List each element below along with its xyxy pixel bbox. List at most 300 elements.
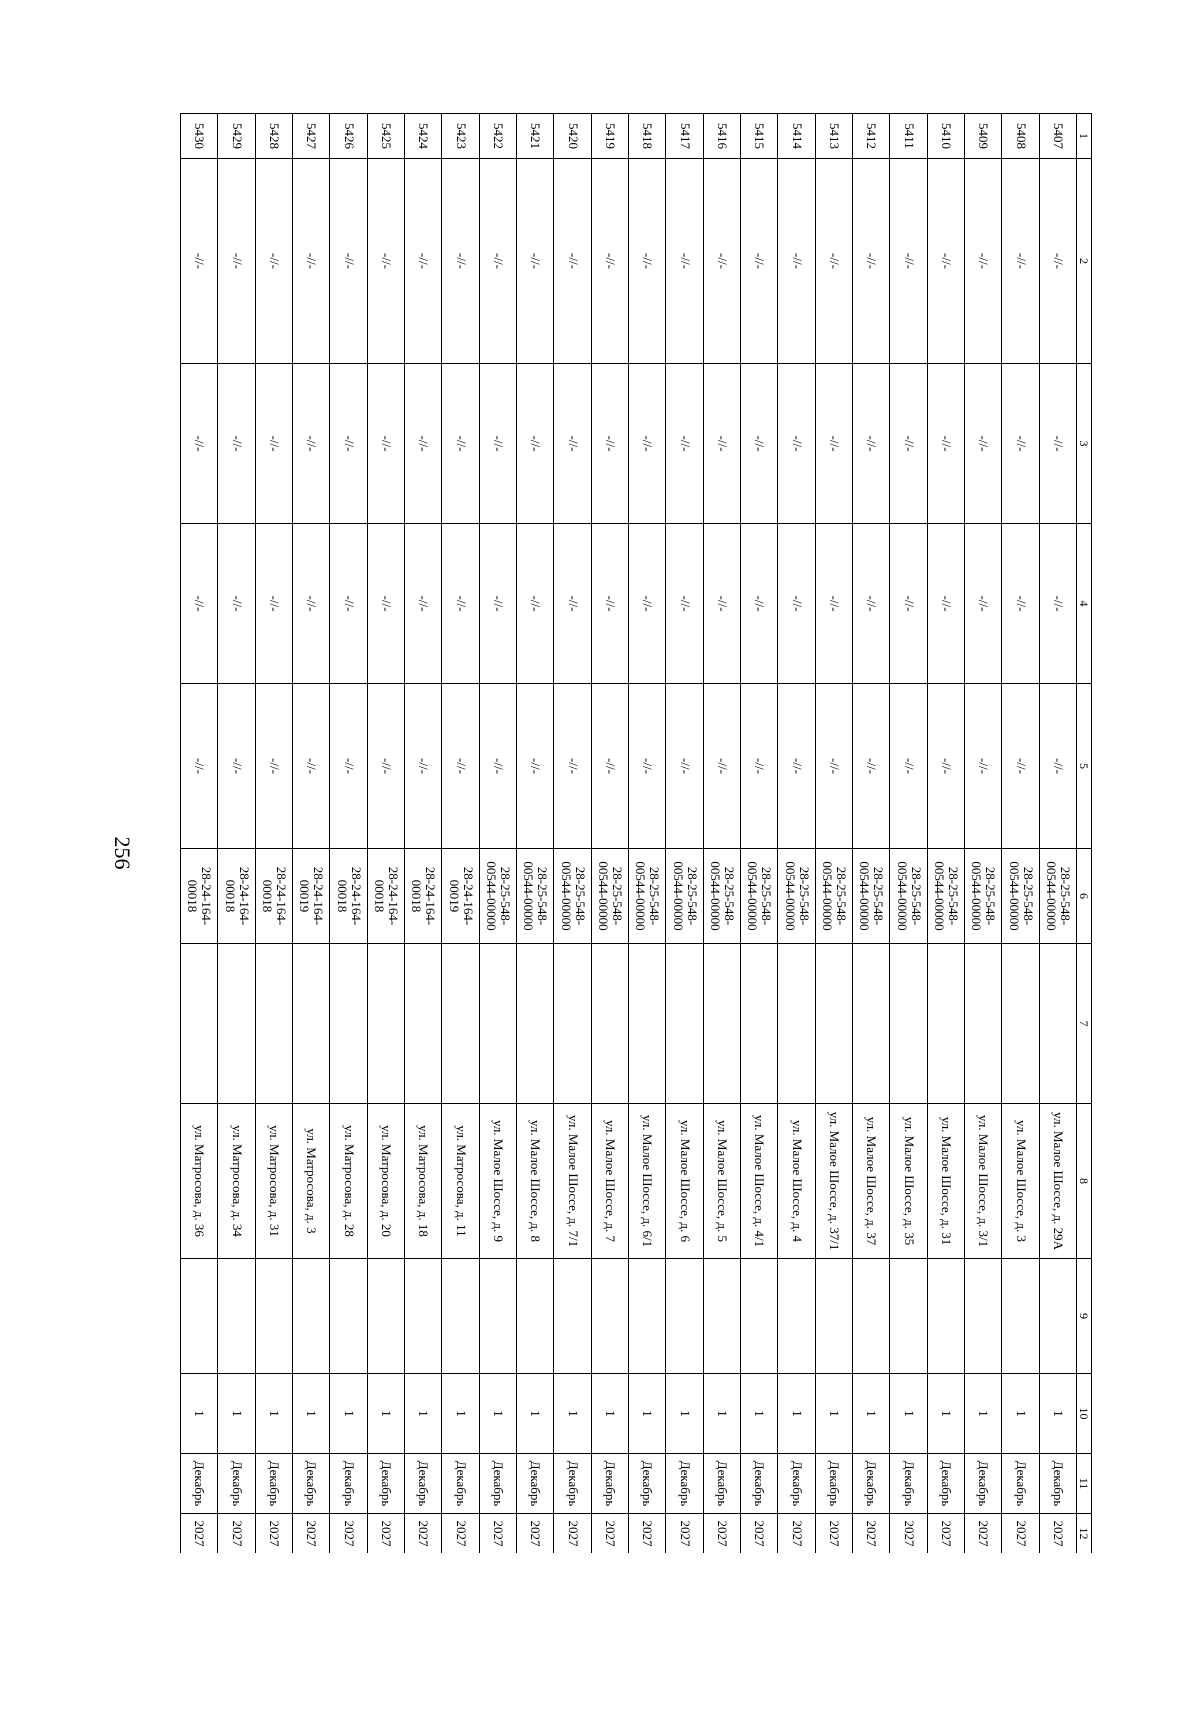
column-header-2: 2 [1077,159,1092,364]
table-cell-col-2: -//- [666,159,703,364]
table-cell-col-5: -//- [218,684,255,849]
table-cell-col-4: -//- [293,524,330,684]
table-cell-col-9 [442,1259,479,1374]
table-cell-col-6: 28-25-548-00544-00000 [479,849,516,944]
column-header-9: 9 [1077,1259,1092,1374]
table-cell-col-3: -//- [1039,364,1076,524]
table-cell-col-9 [330,1259,367,1374]
table-cell-col-7 [293,944,330,1104]
table-row [1039,114,1076,1554]
table-row [293,114,330,1554]
table-cell-col-9 [890,1259,927,1374]
table-cell-col-4: -//- [554,524,591,684]
table-cell-col-12: 2027 [591,1514,628,1554]
table-cell-col-8: ул. Малое Шоссе, д. 4/1 [741,1104,778,1259]
table-cell-col-12: 2027 [218,1514,255,1554]
table-cell-col-1: 5416 [703,114,740,159]
table-cell-col-10: 1 [517,1374,554,1454]
table-cell-col-11: Декабрь [853,1454,890,1514]
table-cell-col-8: ул. Малое Шоссе, д. 31 [927,1104,964,1259]
table-cell-col-4: -//- [741,524,778,684]
table-cell-col-12: 2027 [666,1514,703,1554]
table-cell-col-3: -//- [778,364,815,524]
table-cell-col-7 [255,944,292,1104]
table-cell-col-10: 1 [666,1374,703,1454]
table-cell-col-4: -//- [1039,524,1076,684]
table-cell-col-12: 2027 [405,1514,442,1554]
table-cell-col-12: 2027 [181,1514,218,1554]
table-cell-col-1: 5422 [479,114,516,159]
table-row [741,114,778,1554]
table-cell-col-11: Декабрь [255,1454,292,1514]
table-cell-col-3: -//- [591,364,628,524]
table-cell-col-4: -//- [927,524,964,684]
table-cell-col-3: -//- [442,364,479,524]
table-cell-col-3: -//- [405,364,442,524]
table-cell-col-4: -//- [367,524,404,684]
table-cell-col-3: -//- [965,364,1002,524]
table-cell-col-2: -//- [853,159,890,364]
table-cell-col-8: ул. Малое Шоссе, д. 6 [666,1104,703,1259]
table-cell-col-5: -//- [927,684,964,849]
table-cell-col-9 [367,1259,404,1374]
table-cell-col-6: 28-25-548-00544-00000 [965,849,1002,944]
table-cell-col-11: Декабрь [965,1454,1002,1514]
table-cell-col-5: -//- [479,684,516,849]
table-row [890,114,927,1554]
table-cell-col-6: 28-25-548-00544-00000 [517,849,554,944]
table-cell-col-2: -//- [554,159,591,364]
table-cell-col-11: Декабрь [330,1454,367,1514]
table-cell-col-10: 1 [218,1374,255,1454]
table-cell-col-1: 5419 [591,114,628,159]
table-row [479,114,516,1554]
table-viewport [180,113,1092,1553]
table-cell-col-11: Декабрь [666,1454,703,1514]
table-cell-col-11: Декабрь [1002,1454,1039,1514]
table-cell-col-9 [554,1259,591,1374]
table-cell-col-2: -//- [703,159,740,364]
table-cell-col-12: 2027 [703,1514,740,1554]
table-cell-col-7 [741,944,778,1104]
table-cell-col-7 [965,944,1002,1104]
table-cell-col-2: -//- [330,159,367,364]
table-row [442,114,479,1554]
table-cell-col-7 [181,944,218,1104]
table-cell-col-9 [666,1259,703,1374]
table-cell-col-11: Декабрь [554,1454,591,1514]
table-cell-col-3: -//- [890,364,927,524]
table-cell-col-1: 5418 [629,114,666,159]
table-cell-col-8: ул. Матросова, д. 31 [255,1104,292,1259]
table-cell-col-10: 1 [330,1374,367,1454]
table-cell-col-4: -//- [666,524,703,684]
table-cell-col-1: 5428 [255,114,292,159]
table-cell-col-3: -//- [330,364,367,524]
table-cell-col-7 [778,944,815,1104]
table-cell-col-10: 1 [255,1374,292,1454]
table-cell-col-3: -//- [741,364,778,524]
table-cell-col-7 [405,944,442,1104]
table-cell-col-7 [554,944,591,1104]
table-cell-col-3: -//- [927,364,964,524]
table-cell-col-1: 5411 [890,114,927,159]
table-cell-col-8: ул. Матросова, д. 36 [181,1104,218,1259]
table-cell-col-6: 28-24-164-00018 [330,849,367,944]
table-cell-col-11: Декабрь [890,1454,927,1514]
table-cell-col-1: 5429 [218,114,255,159]
table-cell-col-12: 2027 [255,1514,292,1554]
table-cell-col-2: -//- [815,159,852,364]
table-cell-col-1: 5410 [927,114,964,159]
table-cell-col-2: -//- [442,159,479,364]
table-cell-col-5: -//- [1002,684,1039,849]
table-cell-col-9 [293,1259,330,1374]
table-cell-col-1: 5412 [853,114,890,159]
table-cell-col-9 [1039,1259,1076,1374]
table-cell-col-8: ул. Малое Шоссе, д. 3/1 [965,1104,1002,1259]
table-cell-col-8: ул. Малое Шоссе, д. 6/1 [629,1104,666,1259]
table-cell-col-1: 5414 [778,114,815,159]
table-cell-col-9 [1002,1259,1039,1374]
table-cell-col-9 [629,1259,666,1374]
table-cell-col-10: 1 [479,1374,516,1454]
column-header-7: 7 [1077,944,1092,1104]
table-cell-col-11: Декабрь [293,1454,330,1514]
table-cell-col-6: 28-24-164-00018 [181,849,218,944]
table-cell-col-6: 28-25-548-00544-00000 [629,849,666,944]
table-cell-col-8: ул. Малое Шоссе, д. 37 [853,1104,890,1259]
table-cell-col-10: 1 [703,1374,740,1454]
table-cell-col-8: ул. Малое Шоссе, д. 7/1 [554,1104,591,1259]
table-cell-col-1: 5424 [405,114,442,159]
table-cell-col-6: 28-25-548-00544-00000 [890,849,927,944]
table-cell-col-12: 2027 [629,1514,666,1554]
table-cell-col-6: 28-24-164-00018 [218,849,255,944]
table-cell-col-1: 5415 [741,114,778,159]
table-cell-col-2: -//- [255,159,292,364]
table-cell-col-3: -//- [293,364,330,524]
table-cell-col-1: 5420 [554,114,591,159]
table-cell-col-3: -//- [517,364,554,524]
table-cell-col-8: ул. Матросова, д. 34 [218,1104,255,1259]
table-cell-col-11: Декабрь [591,1454,628,1514]
table-cell-col-9 [517,1259,554,1374]
table-cell-col-12: 2027 [778,1514,815,1554]
table-cell-col-12: 2027 [293,1514,330,1554]
table-cell-col-9 [965,1259,1002,1374]
table-cell-col-1: 5408 [1002,114,1039,159]
table-cell-col-6: 28-25-548-00544-00000 [815,849,852,944]
table-cell-col-11: Декабрь [927,1454,964,1514]
table-row [517,114,554,1554]
table-cell-col-10: 1 [367,1374,404,1454]
table-cell-col-4: -//- [405,524,442,684]
table-row [554,114,591,1554]
table-cell-col-5: -//- [853,684,890,849]
table-cell-col-8: ул. Малое Шоссе, д. 8 [517,1104,554,1259]
table-cell-col-2: -//- [293,159,330,364]
table-cell-col-9 [703,1259,740,1374]
table-cell-col-5: -//- [890,684,927,849]
table-cell-col-1: 5417 [666,114,703,159]
table-cell-col-1: 5409 [965,114,1002,159]
table-row [218,114,255,1554]
table-cell-col-10: 1 [591,1374,628,1454]
table-cell-col-10: 1 [629,1374,666,1454]
table-cell-col-9 [591,1259,628,1374]
table-cell-col-10: 1 [815,1374,852,1454]
table-cell-col-5: -//- [293,684,330,849]
table-cell-col-4: -//- [853,524,890,684]
table-cell-col-12: 2027 [890,1514,927,1554]
table-cell-col-7 [853,944,890,1104]
table-cell-col-8: ул. Малое Шоссе, д. 35 [890,1104,927,1259]
table-cell-col-5: -//- [554,684,591,849]
table-cell-col-1: 5425 [367,114,404,159]
table-row [965,114,1002,1554]
table-cell-col-5: -//- [778,684,815,849]
table-cell-col-8: ул. Матросова, д. 11 [442,1104,479,1259]
table-cell-col-11: Декабрь [218,1454,255,1514]
table-cell-col-3: -//- [367,364,404,524]
table-cell-col-6: 28-24-164-00019 [442,849,479,944]
table-cell-col-3: -//- [181,364,218,524]
table-cell-col-8: ул. Малое Шоссе, д. 7 [591,1104,628,1259]
table-cell-col-5: -//- [181,684,218,849]
table-cell-col-4: -//- [815,524,852,684]
table-cell-col-5: -//- [741,684,778,849]
table-cell-col-8: ул. Малое Шоссе, д. 5 [703,1104,740,1259]
table-cell-col-5: -//- [629,684,666,849]
table-cell-col-4: -//- [591,524,628,684]
table-cell-col-12: 2027 [741,1514,778,1554]
table-row [778,114,815,1554]
table-cell-col-4: -//- [1002,524,1039,684]
table-cell-col-4: -//- [517,524,554,684]
table-row [330,114,367,1554]
table-cell-col-12: 2027 [554,1514,591,1554]
table-cell-col-5: -//- [815,684,852,849]
table-cell-col-3: -//- [815,364,852,524]
table-cell-col-2: -//- [1039,159,1076,364]
table-row [927,114,964,1554]
table-cell-col-3: -//- [218,364,255,524]
table-cell-col-11: Декабрь [479,1454,516,1514]
table-cell-col-12: 2027 [479,1514,516,1554]
table-cell-col-7 [330,944,367,1104]
table-cell-col-2: -//- [405,159,442,364]
table-cell-col-11: Декабрь [405,1454,442,1514]
table-cell-col-7 [815,944,852,1104]
table-cell-col-7 [666,944,703,1104]
column-header-11: 11 [1077,1454,1092,1514]
table-cell-col-8: ул. Матросова, д. 18 [405,1104,442,1259]
table-cell-col-1: 5427 [293,114,330,159]
table-cell-col-12: 2027 [442,1514,479,1554]
table-cell-col-8: ул. Малое Шоссе, д. 29А [1039,1104,1076,1259]
table-cell-col-3: -//- [1002,364,1039,524]
table-cell-col-2: -//- [927,159,964,364]
table-cell-col-2: -//- [1002,159,1039,364]
table-row [181,114,218,1554]
table-cell-col-7 [629,944,666,1104]
table-cell-col-8: ул. Малое Шоссе, д. 9 [479,1104,516,1259]
table-cell-col-7 [442,944,479,1104]
table-cell-col-9 [181,1259,218,1374]
table-cell-col-2: -//- [367,159,404,364]
table-cell-col-10: 1 [1039,1374,1076,1454]
table-cell-col-12: 2027 [815,1514,852,1554]
table-cell-col-3: -//- [255,364,292,524]
table-cell-col-12: 2027 [367,1514,404,1554]
table-row [853,114,890,1554]
table-cell-col-10: 1 [965,1374,1002,1454]
table-cell-col-5: -//- [405,684,442,849]
table-row [591,114,628,1554]
table-row [405,114,442,1554]
data-table [180,113,1092,1553]
table-cell-col-5: -//- [367,684,404,849]
table-cell-col-9 [255,1259,292,1374]
column-header-10: 10 [1077,1374,1092,1454]
table-cell-col-1: 5421 [517,114,554,159]
table-row [255,114,292,1554]
table-cell-col-6: 28-24-164-00019 [293,849,330,944]
table-cell-col-5: -//- [330,684,367,849]
table-cell-col-10: 1 [181,1374,218,1454]
table-cell-col-4: -//- [479,524,516,684]
table-cell-col-6: 28-25-548-00544-00000 [1039,849,1076,944]
table-cell-col-4: -//- [890,524,927,684]
table-cell-col-10: 1 [778,1374,815,1454]
table-cell-col-4: -//- [703,524,740,684]
table-cell-col-6: 28-25-548-00544-00000 [853,849,890,944]
table-body [181,114,1077,1554]
table-cell-col-10: 1 [927,1374,964,1454]
table-cell-col-5: -//- [965,684,1002,849]
table-cell-col-8: ул. Матросова, д. 20 [367,1104,404,1259]
table-cell-col-6: 28-24-164-00018 [405,849,442,944]
column-header-6: 6 [1077,849,1092,944]
table-cell-col-10: 1 [890,1374,927,1454]
table-cell-col-11: Декабрь [442,1454,479,1514]
table-cell-col-3: -//- [666,364,703,524]
table-cell-col-11: Декабрь [815,1454,852,1514]
table-cell-col-6: 28-25-548-00544-00000 [778,849,815,944]
table-cell-col-9 [218,1259,255,1374]
table-cell-col-7 [890,944,927,1104]
table-cell-col-7 [703,944,740,1104]
table-cell-col-12: 2027 [517,1514,554,1554]
table-cell-col-4: -//- [218,524,255,684]
table-cell-col-2: -//- [479,159,516,364]
column-header-5: 5 [1077,684,1092,849]
table-cell-col-7 [927,944,964,1104]
table-cell-col-7 [517,944,554,1104]
column-header-8: 8 [1077,1104,1092,1259]
table-header-row [1077,114,1092,1554]
table-cell-col-5: -//- [591,684,628,849]
table-cell-col-11: Декабрь [741,1454,778,1514]
table-cell-col-3: -//- [703,364,740,524]
table-cell-col-4: -//- [778,524,815,684]
table-cell-col-10: 1 [442,1374,479,1454]
table-row [629,114,666,1554]
table-cell-col-11: Декабрь [703,1454,740,1514]
table-cell-col-2: -//- [517,159,554,364]
table-cell-col-10: 1 [405,1374,442,1454]
table-cell-col-10: 1 [853,1374,890,1454]
table-cell-col-7 [218,944,255,1104]
table-cell-col-4: -//- [181,524,218,684]
table-row [367,114,404,1554]
table-cell-col-5: -//- [255,684,292,849]
table-cell-col-12: 2027 [1002,1514,1039,1554]
table-cell-col-11: Декабрь [1039,1454,1076,1514]
table-cell-col-12: 2027 [853,1514,890,1554]
table-cell-col-6: 28-25-548-00544-00000 [666,849,703,944]
table-cell-col-3: -//- [629,364,666,524]
table-cell-col-1: 5413 [815,114,852,159]
table-cell-col-2: -//- [629,159,666,364]
table-cell-col-6: 28-24-164-00018 [255,849,292,944]
table-cell-col-9 [405,1259,442,1374]
table-cell-col-7 [591,944,628,1104]
table-cell-col-5: -//- [442,684,479,849]
table-cell-col-8: ул. Малое Шоссе, д. 3 [1002,1104,1039,1259]
table-cell-col-9 [927,1259,964,1374]
column-header-3: 3 [1077,364,1092,524]
column-header-1: 1 [1077,114,1092,159]
table-cell-col-5: -//- [666,684,703,849]
table-cell-col-5: -//- [1039,684,1076,849]
table-row [1002,114,1039,1554]
table-cell-col-4: -//- [330,524,367,684]
table-cell-col-10: 1 [293,1374,330,1454]
table-cell-col-12: 2027 [1039,1514,1076,1554]
table-cell-col-5: -//- [517,684,554,849]
table-cell-col-4: -//- [442,524,479,684]
table-cell-col-6: 28-25-548-00544-00000 [1002,849,1039,944]
table-cell-col-2: -//- [778,159,815,364]
table-cell-col-8: ул. Матросова, д. 28 [330,1104,367,1259]
table-cell-col-4: -//- [255,524,292,684]
column-header-4: 4 [1077,524,1092,684]
table-cell-col-9 [778,1259,815,1374]
table-cell-col-2: -//- [591,159,628,364]
table-cell-col-1: 5407 [1039,114,1076,159]
table-cell-col-11: Декабрь [367,1454,404,1514]
table-cell-col-6: 28-25-548-00544-00000 [741,849,778,944]
table-cell-col-4: -//- [629,524,666,684]
table-row [815,114,852,1554]
table-cell-col-2: -//- [965,159,1002,364]
table-cell-col-12: 2027 [330,1514,367,1554]
table-cell-col-12: 2027 [927,1514,964,1554]
table-cell-col-7 [1002,944,1039,1104]
table-cell-col-4: -//- [965,524,1002,684]
table-cell-col-11: Декабрь [629,1454,666,1514]
table-cell-col-10: 1 [554,1374,591,1454]
table-cell-col-6: 28-25-548-00544-00000 [927,849,964,944]
page-number: 256 [110,836,135,870]
table-cell-col-11: Декабрь [181,1454,218,1514]
table-cell-col-7 [1039,944,1076,1104]
table-cell-col-3: -//- [479,364,516,524]
table-cell-col-7 [479,944,516,1104]
table-cell-col-2: -//- [890,159,927,364]
